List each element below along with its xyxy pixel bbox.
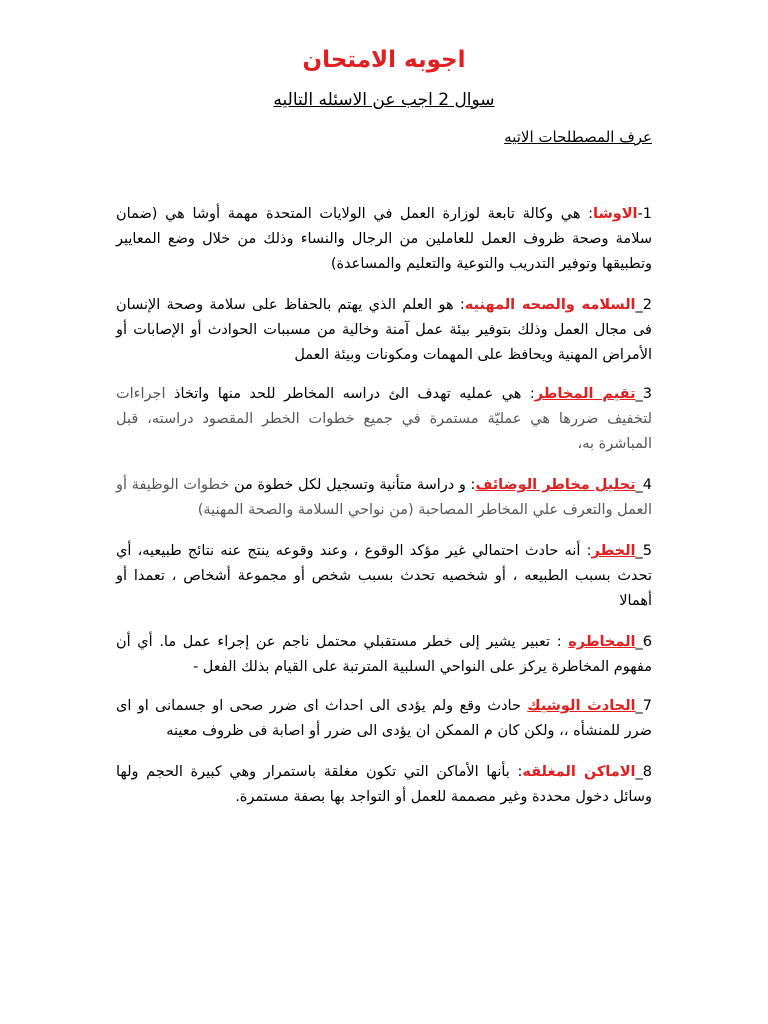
definition-item-6 <box>116 630 652 680</box>
definition-item-7 <box>116 694 652 744</box>
item-definition: : تعبير يشير إلى خطر مستقبلي محتمل ناجم عن إجراء عمل ما. أي أن مفهوم المخاطرة يركز على النواحي السلبية المترتبة على القيام بذلك الفعل - <box>116 634 652 675</box>
item-definition: حادث وقع ولم يؤدى الى احداث اى ضرر صحى او جسمانى او اى ضرر للمنشأه ،، ولكن كان م الممكن ان يؤدى الى ضرر أو اصابة فى ظروف معينه <box>116 698 652 739</box>
item-definition: : بأنها الأماكن التي تكون مغلقة باستمرار وهي كبيرة الحجم ولها وسائل دخول محددة وغير مصممة للعمل أو التواجد بها بصفة مستمرة. <box>116 764 652 805</box>
definition-item-2 <box>116 293 652 368</box>
section-heading: عرف المصطلحات الاتيه <box>504 128 652 146</box>
item-number: 5_ <box>635 543 652 559</box>
item-term: الحادث الوشيك <box>527 698 636 714</box>
item-continuation: اجراءات لتخفيف ضررها هي عمليّة مستمرة في جميع خطوات الخطر المقصود دراسته، قبل المباشرة به، <box>116 386 652 452</box>
item-number: 6_ <box>635 634 652 650</box>
question-subtitle: سوال 2 اجب عن الاسئله التاليه <box>273 90 495 110</box>
definition-item-8 <box>116 760 652 810</box>
item-number: 4_ <box>635 477 653 493</box>
document-title: اجوبه الامتحان <box>302 47 466 73</box>
item-definition: : أنه حادث احتمالي غير مؤكد الوقوع ، وعند وقوعه ينتج عنه نتائج طبيعيه، أي تحدث بسبب الطبيعه ، أو شخصيه تحدث بسبب شخص أو مجموعة أشخاص ، تعمدا أو أهمالا <box>116 543 652 609</box>
item-number: 3_ <box>635 386 652 402</box>
definitions-list <box>116 202 652 810</box>
item-number: 1- <box>637 206 652 222</box>
item-definition: : هو العلم الذي يهتم بالحفاظ على سلامة وصحة الإنسان فى مجال العمل وذلك بتوفير بيئة عمل آمنة وخالية من مسببات الحوادث أو الإصابات أو الأمراض المهنية ويحافظ على المهمات ومكونات وبيئة العمل <box>116 297 652 363</box>
item-term: الاوشا <box>593 206 638 222</box>
item-term: المخاطره <box>568 634 636 650</box>
item-number: 7_ <box>635 698 652 714</box>
item-definition: : هي وكالة تابعة لوزارة العمل في الولايات المتحدة مهمة أوشا هي (ضمان سلامة وصحة ظروف العمل للعاملين من الرجال والنساء وذلك من خلال وضع المعايير وتطبيقها وتوفير التدريب والتوعية والتعليم والمساعدة) <box>116 206 652 272</box>
definition-item-1 <box>116 202 652 277</box>
item-number: 2_ <box>635 297 652 313</box>
item-continuation: خطوات الوظيفة أو العمل والتعرف علي المخاطر المصاحبة (من نواحي السلامة والصحة المهنية) <box>116 477 652 518</box>
definition-item-5 <box>116 539 652 614</box>
item-term: الاماكن المغلقه <box>522 764 636 780</box>
definition-item-3 <box>116 382 652 457</box>
item-term: تحليل مخاطر الوضائف <box>475 477 636 493</box>
item-term: الخطر <box>591 543 636 559</box>
item-term: السلامه والصحه المهنيه <box>464 297 636 313</box>
item-number: 8_ <box>635 764 652 780</box>
definition-item-4 <box>116 473 652 523</box>
item-term: تقيم المخاطر <box>534 386 636 402</box>
item-definition: : هي عمليه تهدف الئ دراسه المخاطر للحد منها واتخاذ <box>173 386 535 402</box>
item-definition: : و دراسة متأنية وتسجيل لكل خطوة من <box>233 477 476 493</box>
